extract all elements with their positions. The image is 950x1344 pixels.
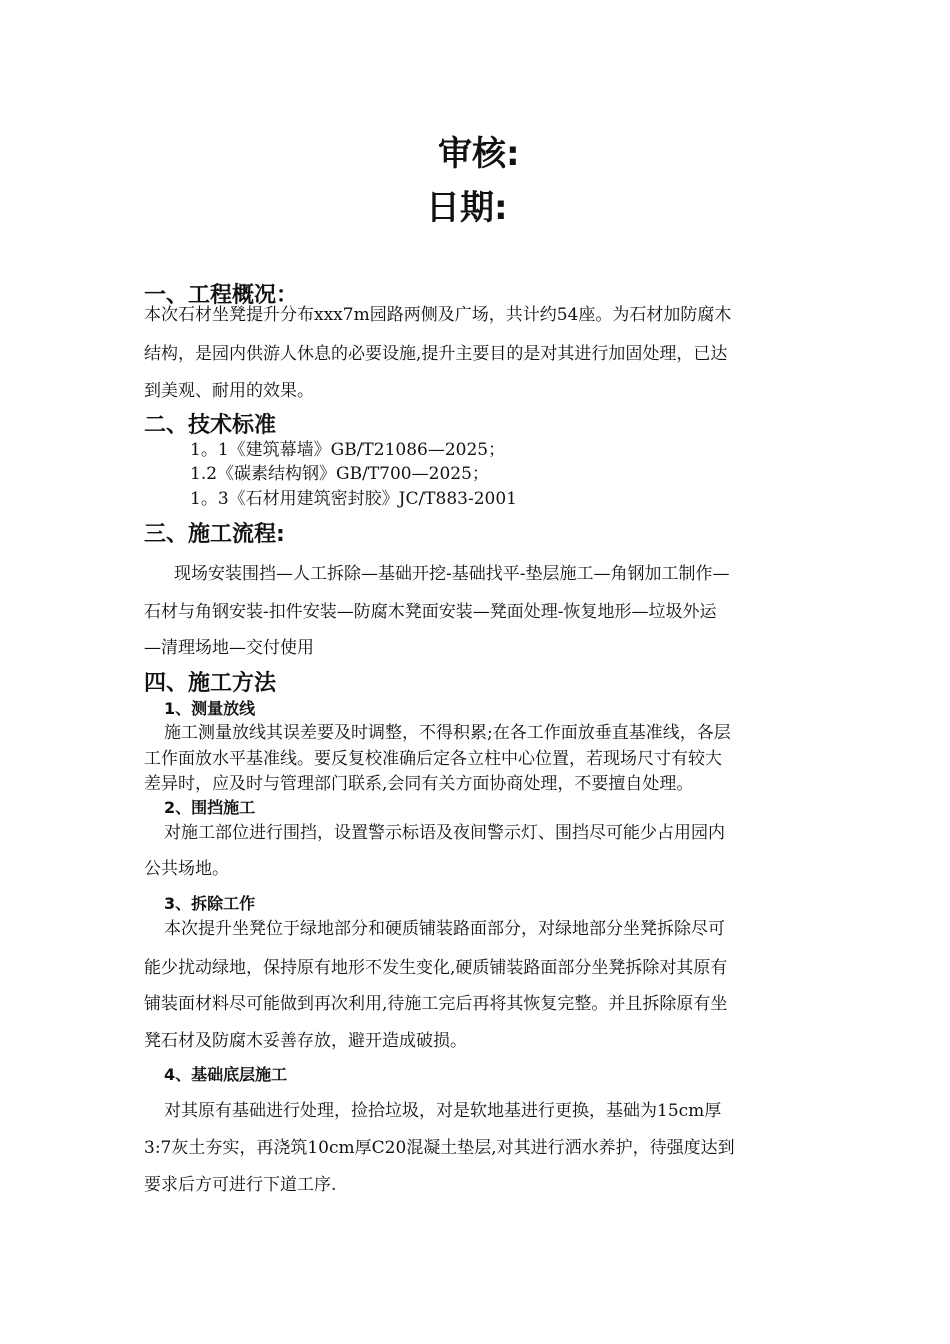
subsection-line: 对施工部位进行围挡，设置警示标语及夜间警示灯、围挡尽可能少占用园内: [164, 823, 725, 843]
subsection-title: 4、基础底层施工: [164, 1065, 288, 1084]
subsection-line: 施工测量放线其误差要及时调整，不得积累;在各工作面放垂直基准线，各层: [164, 723, 731, 743]
subsection-line: 要求后方可进行下道工序.: [144, 1175, 337, 1195]
subsection-line: 能少扰动绿地，保持原有地形不发生变化,硬质铺装路面部分坐凳拆除对其原有: [144, 958, 728, 978]
standard-item: 1。3《石材用建筑密封胶》JC/T883-2001: [190, 489, 517, 509]
subsection-line: 铺装面材料尽可能做到再次利用,待施工完后再将其恢复完整。并且拆除原有坐: [144, 994, 728, 1014]
subsection-title: 2、围挡施工: [164, 798, 256, 817]
section-1-line: 到美观、耐用的效果。: [144, 381, 314, 401]
subsection-line: 差异时，应及时与管理部门联系,会同有关方面协商处理，不要擅自处理。: [144, 774, 694, 794]
standard-item: 1.2《碳素结构钢》GB/T700—2025；: [190, 464, 489, 484]
section-1-line: 本次石材坐凳提升分布xxx7m园路两侧及广场，共计约54座。为石材加防腐木: [144, 305, 732, 325]
section-2-heading: 二、技术标准: [144, 413, 277, 438]
section-3-line: —清理场地—交付使用: [144, 638, 314, 658]
subsection-line: 3:7灰土夯实，再浇筑10cm厚C20混凝土垫层,对其进行洒水养护，待强度达到: [144, 1138, 735, 1158]
subsection-title: 1、测量放线: [164, 699, 256, 718]
standard-item: 1。1《建筑幕墙》GB/T21086—2025；: [190, 440, 506, 460]
section-4-heading: 四、施工方法: [144, 671, 277, 696]
subsection-title: 3、拆除工作: [164, 894, 256, 913]
section-3-heading: 三、施工流程:: [144, 522, 285, 547]
section-3-line: 石材与角钢安装-扣件安装—防腐木凳面安装—凳面处理-恢复地形—垃圾外运: [144, 602, 717, 622]
review-label: 审核:: [438, 134, 520, 174]
section-3-line: 现场安装围挡—人工拆除—基础开挖-基础找平-垫层施工—角钢加工制作—: [174, 564, 730, 584]
subsection-line: 公共场地。: [144, 859, 229, 879]
section-1-heading: 一、工程概况：: [144, 283, 299, 308]
subsection-line: 凳石材及防腐木妥善存放，避开造成破损。: [144, 1031, 467, 1051]
subsection-line: 工作面放水平基准线。要反复校准确后定各立柱中心位置，若现场尺寸有较大: [144, 749, 722, 769]
date-label: 日期:: [426, 188, 508, 228]
section-1-line: 结构，是园内供游人休息的必要设施,提升主要目的是对其进行加固处理，已达: [144, 344, 728, 364]
subsection-line: 本次提升坐凳位于绿地部分和硬质铺装路面部分，对绿地部分坐凳拆除尽可: [164, 919, 725, 939]
subsection-line: 对其原有基础进行处理，捡拾垃圾，对是软地基进行更换，基础为15cm厚: [164, 1101, 722, 1121]
